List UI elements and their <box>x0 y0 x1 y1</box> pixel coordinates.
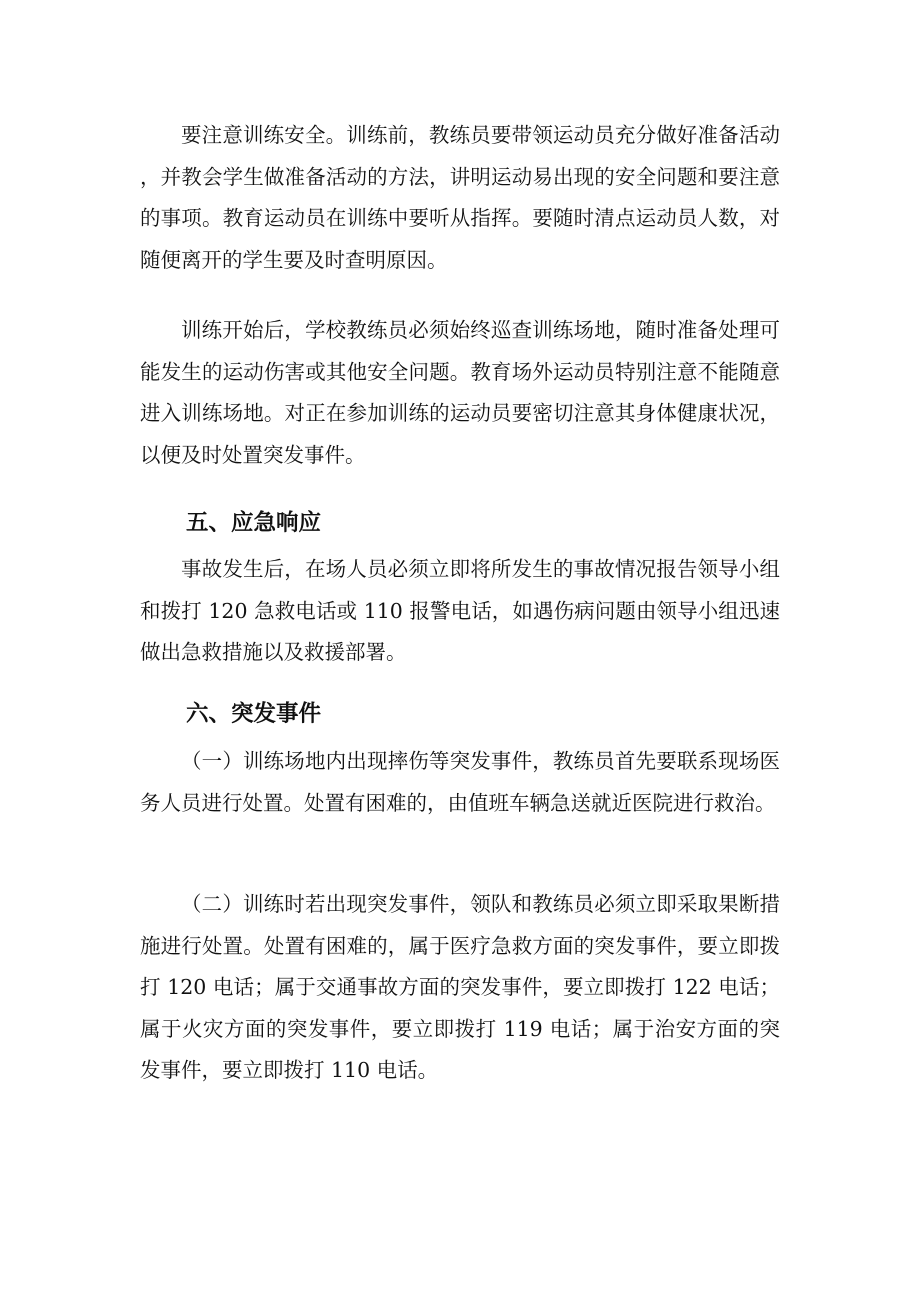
paragraph-emergency-item-2: （二）训练时若出现突发事件，领队和教练员必须立即采取果断措施进行处置。处置有困难的，属于医疗急救方面的突发事件，要立即拨打 120 电话；属于交通事故方面的突发事件，要立即拨打 122 电话；属于火灾方面的突发事件，要立即拨打 119 电话；属于治安方面的突发事件，要立即拨打 110 电话。 <box>140 892 780 1082</box>
paragraph-training-patrol: 训练开始后，学校教练员必须始终巡查训练场地，随时准备处理可能发生的运动伤害或其他安全问题。教育场外运动员特别注意不能随意进入训练场地。对正在参加训练的运动员要密切注意其身体健康状况，以便及时处置突发事件。 <box>140 318 780 467</box>
paragraph-emergency-item-1: （一）训练场地内出现摔伤等突发事件，教练员首先要联系现场医务人员进行处置。处置有困难的，由值班车辆急送就近医院进行救治。 <box>140 749 780 815</box>
paragraph-emergency-response: 事故发生后，在场人员必须立即将所发生的事故情况报告领导小组和拨打 120 急救电话或 110 报警电话，如遇伤病问题由领导小组迅速做出急救措施以及救援部署。 <box>140 557 780 664</box>
paragraph-training-safety: 要注意训练安全。训练前，教练员要带领运动员充分做好准备活动，并教会学生做准备活动的方法，讲明运动易出现的安全问题和要注意的事项。教育运动员在训练中要听从指挥。要随时清点运动员人数，对随便离开的学生要及时查明原因。 <box>140 123 780 272</box>
section-heading-emergencies: 六、突发事件 <box>186 701 322 727</box>
section-heading-emergency-response: 五、应急响应 <box>186 510 322 536</box>
